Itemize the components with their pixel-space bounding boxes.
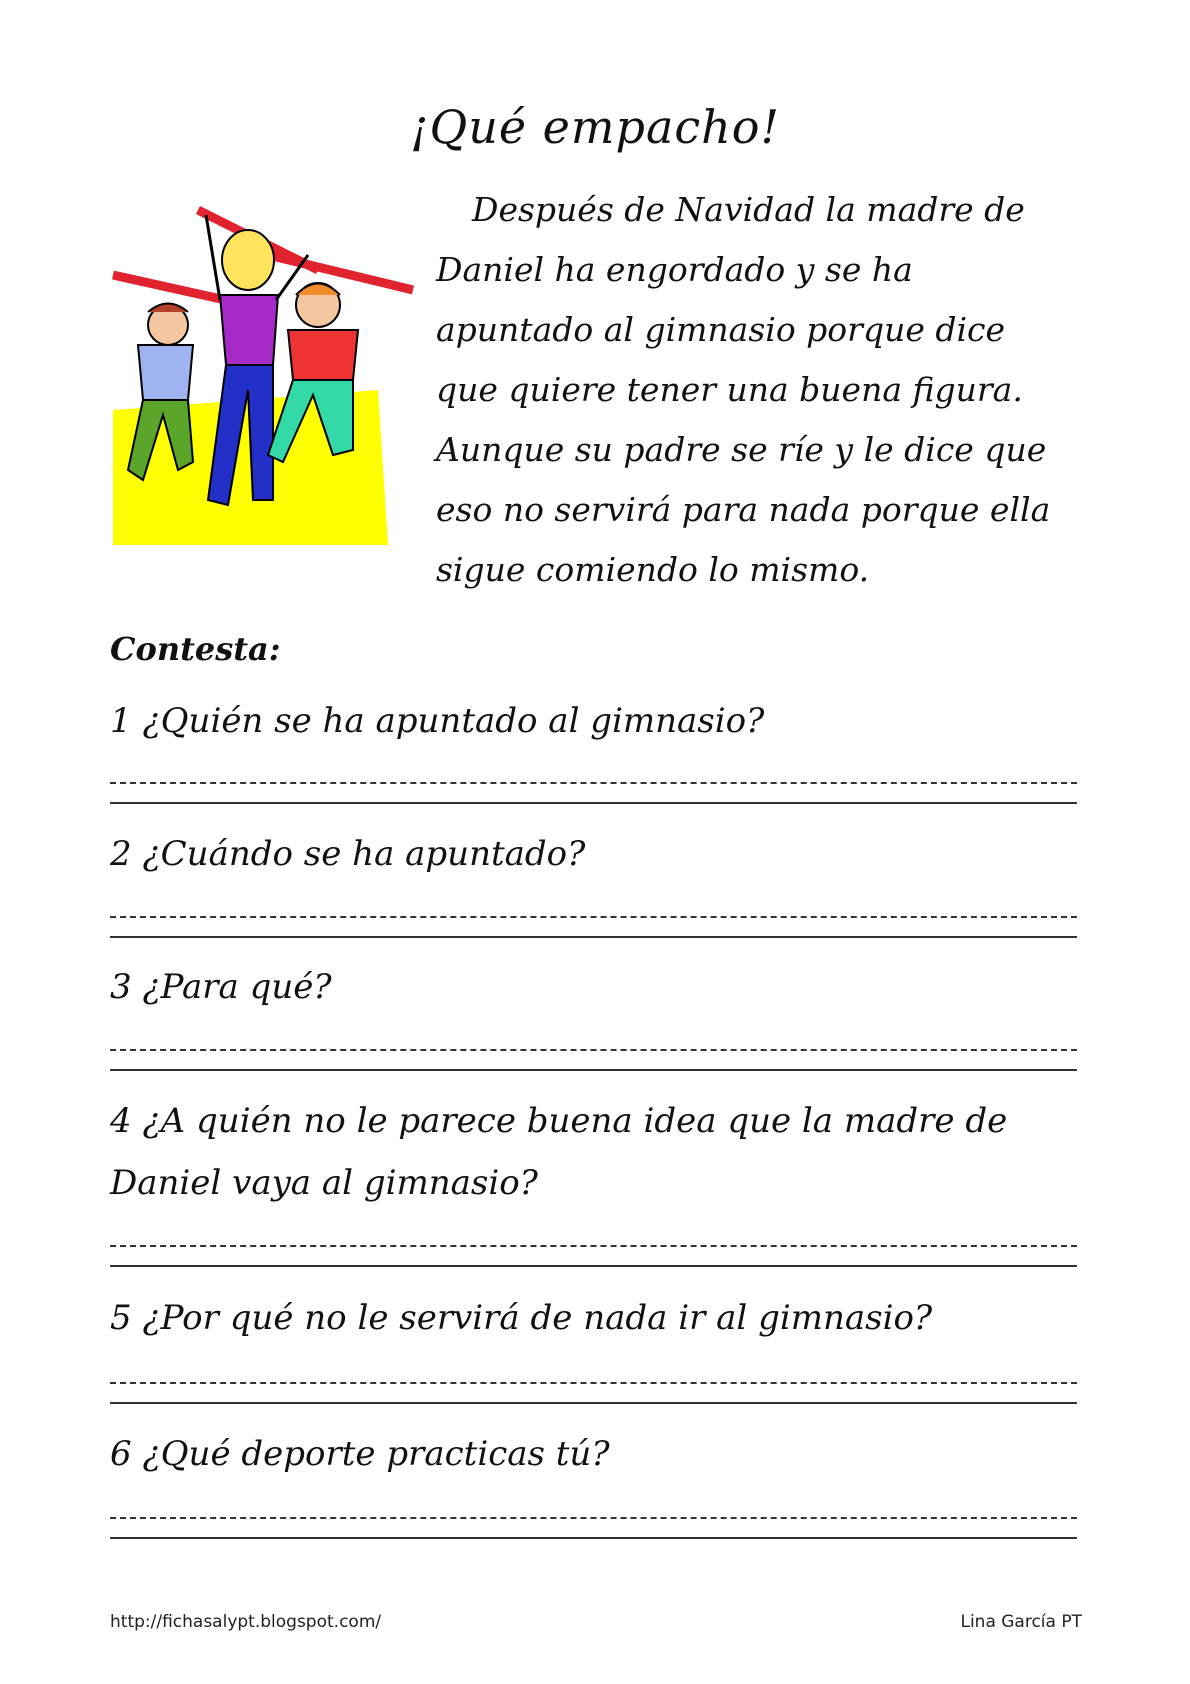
answer-line-3[interactable] [110,1049,1077,1071]
footer-author: Lina García PT [960,1612,1082,1632]
question-1 [110,690,764,752]
question-5 [110,1287,932,1349]
question-text: 3 ¿Para qué? [110,967,332,1007]
story-paragraph [436,180,1096,600]
question-4 [110,1090,1007,1214]
page-title: ¡Qué empacho! [410,100,780,154]
question-text: 2 ¿Cuándo se ha apuntado? [110,834,586,874]
footer-url[interactable]: http://fichasalypt.blogspot.com/ [110,1612,382,1632]
answer-line-4[interactable] [110,1245,1077,1267]
answer-line-2[interactable] [110,916,1077,938]
story-line: que quiere tener una buena figura. [436,370,1023,409]
story-line: apuntado al gimnasio porque dice [436,310,1006,349]
question-text: 4 ¿A quién no le parece buena idea que la madre de [110,1101,1008,1141]
contesta-heading: Contesta: [110,630,281,668]
story-line: Daniel ha engordado y se ha [436,250,913,289]
answer-line-5[interactable] [110,1382,1077,1404]
story-line: eso no servirá para nada porque ella [436,490,1051,529]
question-3 [110,956,332,1018]
question-2 [110,823,585,885]
answer-line-6[interactable] [110,1517,1077,1539]
question-text: 5 ¿Por qué no le servirá de nada ir al gimnasio? [110,1298,933,1338]
story-line: Después de Navidad la madre de [472,190,1025,229]
answer-line-1[interactable] [110,782,1077,804]
gym-exercise-illustration [108,200,420,545]
question-text: 1 ¿Quién se ha apuntado al gimnasio? [110,701,765,741]
question-text: 6 ¿Qué deporte practicas tú? [110,1434,610,1474]
question-6 [110,1423,610,1485]
question-text: Daniel vaya al gimnasio? [110,1163,538,1203]
story-line: Aunque su padre se ríe y le dice que [436,430,1047,469]
story-line: sigue comiendo lo mismo. [436,550,870,589]
